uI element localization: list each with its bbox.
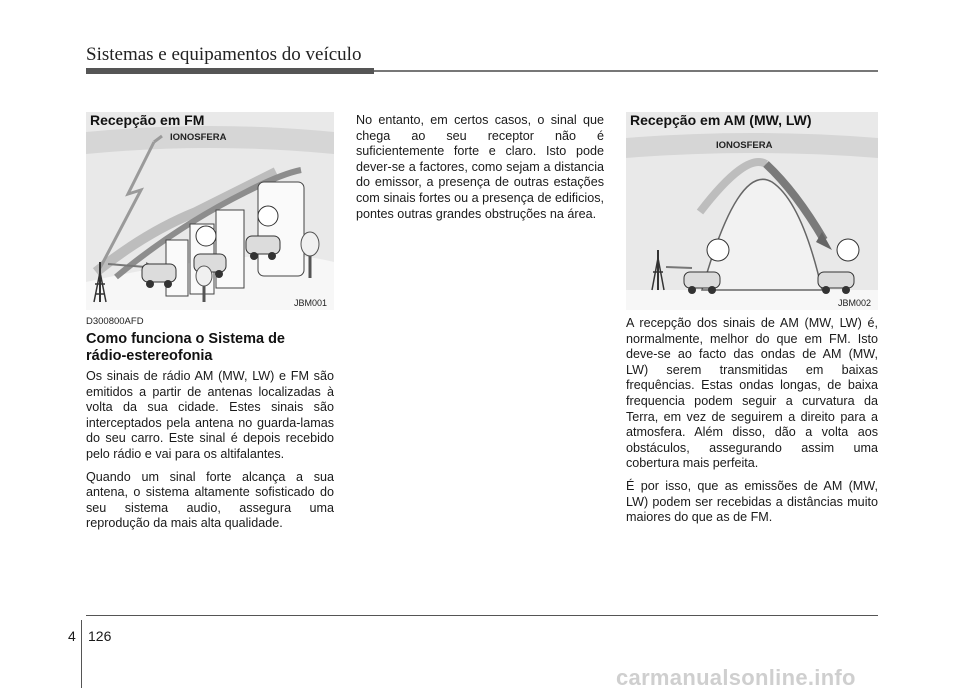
paragraph: É por isso, que as emissões de AM (MW, LW) podem ser recebidas a distâncias muito maiores do que as de FM. [626,478,878,525]
chapter-number: 4 [68,628,76,644]
footer-rule [86,615,878,616]
noisy-sound-bubble-icon [196,226,216,246]
am-figure-title: Recepção em AM (MW, LW) [630,112,812,128]
middle-column-text [356,113,604,229]
paragraph: A recepção dos sinais de AM (MW, LW) é, normalmente, melhor do que em FM. Isto deve-se ao facto das ondas de AM (MW, LW) serem transmitidas em baixas frequências. Estas ondas longas, de baixa frequencia podem seguir a curvatura da Terra, em vez de seguirem a direito para a atmosfera. Além disso, dão a volta aos obstáculos, assegurando assim uma cobertura mais perfeita. [626,316,878,471]
header-rule [374,70,878,72]
ionosphere-label: IONOSFERA [170,132,227,143]
clear-sound-bubble-icon [707,239,729,261]
building [258,182,304,276]
left-column-text [86,369,334,539]
footer-divider [81,620,82,688]
clear-sound-bubble-icon [258,206,278,226]
paragraph: No entanto, em certos casos, o sinal que chega ao seu receptor não é suficientemente forte e claro. Isto pode dever-se a factores, como sejam a distancia do emissor, a presença de outras estações com sinais fortes ou a presença de edificios, pontes outras grandes obstruções na área. [356,113,604,221]
section-code: D300800AFD [86,316,144,327]
fm-reception-figure [86,112,334,310]
paragraph: Quando um sinal forte alcança a sua antena, o sistema altamente sofisticado do seu sistema audio, assegura uma reprodução da mais alta qualidade. [86,469,334,531]
section-heading: Como funciona o Sistema de rádio-estereofonia [86,331,285,364]
fm-figure-code: JBM001 [294,298,328,308]
am-reception-figure [626,112,878,310]
mountain [702,179,822,290]
header-bar [86,68,374,74]
right-column-text [626,316,878,533]
clear-sound-bubble-icon [837,239,859,261]
watermark: carmanualsonline.info [616,665,856,689]
page-header-title: Sistemas e equipamentos do veículo [86,44,362,65]
ionosphere-label: IONOSFERA [716,140,773,151]
page-number: 126 [88,628,112,644]
paragraph: Os sinais de rádio AM (MW, LW) e FM são emitidos a partir de antenas localizadas à volta da sua cidade. Estes sinais são interceptados pela antena no guarda-lamas do seu carro. Este sinal é depois recebido pelo rádio e vai para os altifalantes. [86,369,334,461]
transmitter-tower-icon [652,250,664,290]
am-figure-code: JBM002 [838,298,872,308]
fm-figure-title: Recepção em FM [90,112,205,128]
